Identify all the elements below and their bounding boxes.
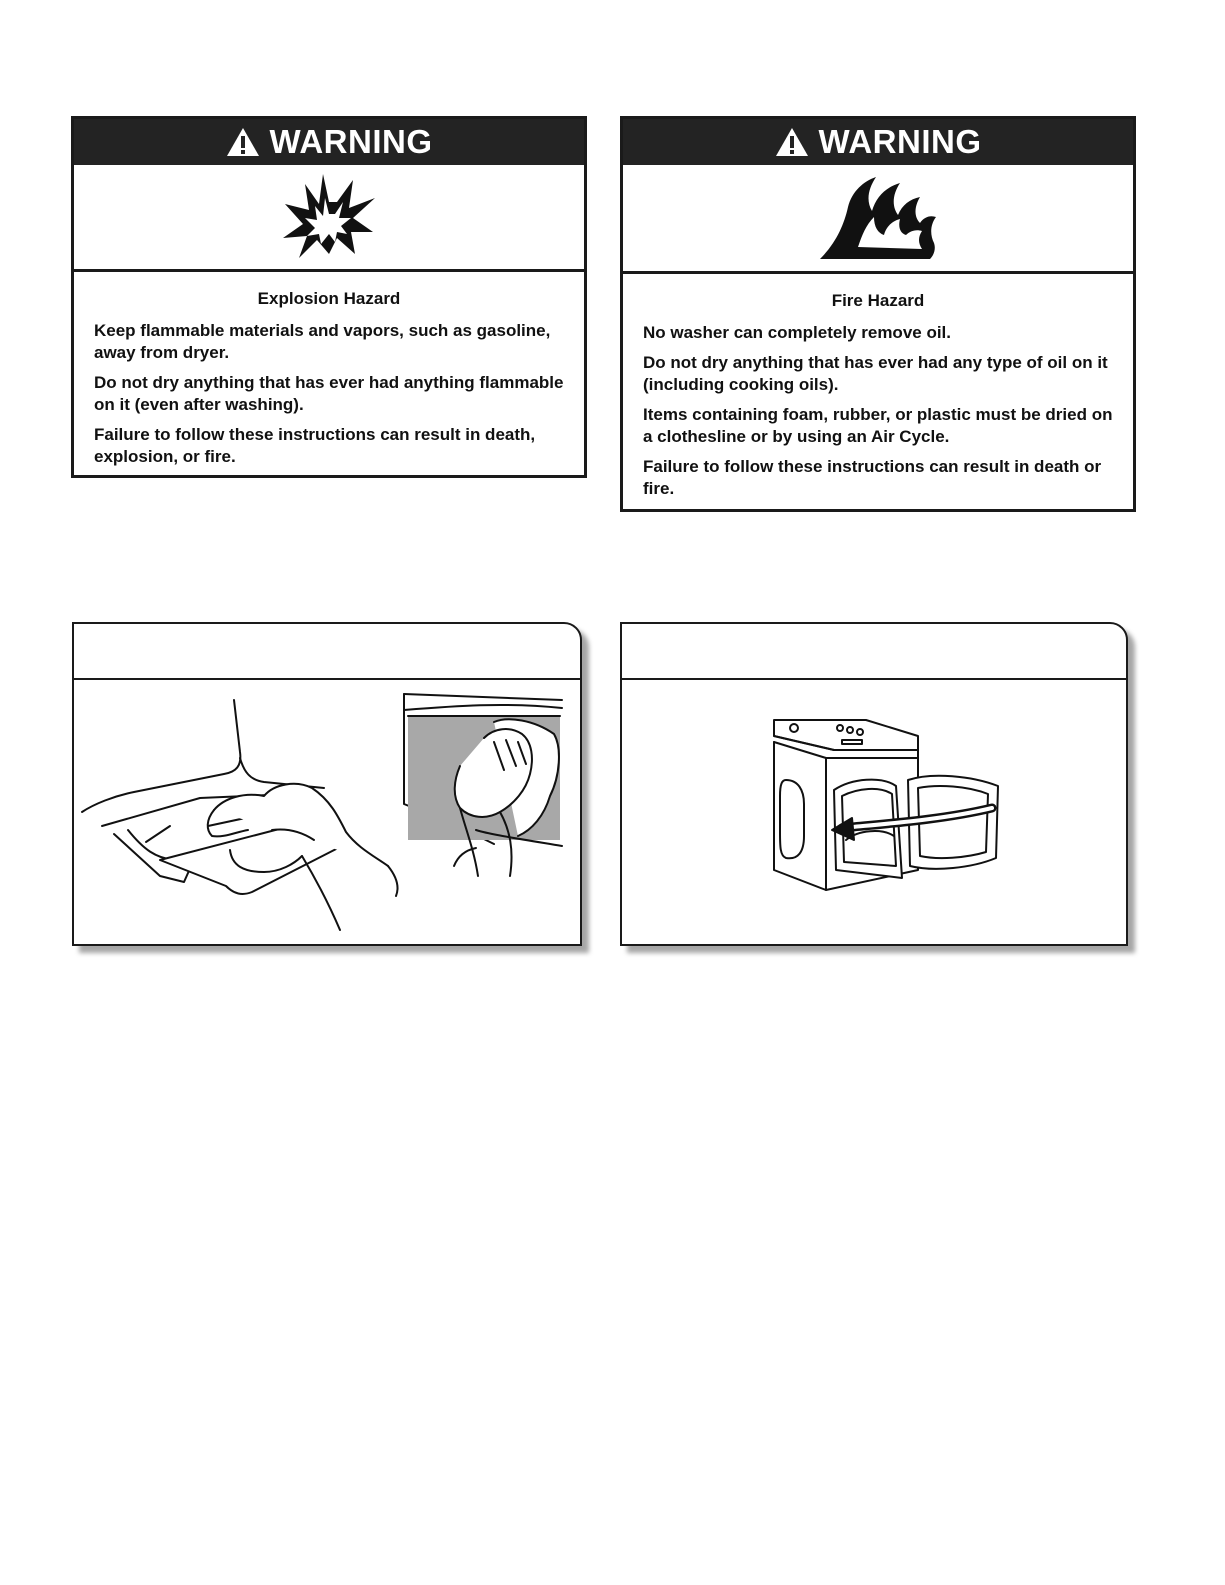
explosion-icon (279, 172, 379, 262)
panel-header (622, 624, 1126, 680)
warning-header (74, 119, 584, 165)
warning-symbol-area (74, 165, 584, 272)
warning-paragraph: Failure to follow these instructions can result in death or fire. (643, 457, 1102, 498)
lint-screen-cleaning-illustration (74, 680, 580, 944)
panel-header (74, 624, 580, 680)
warning-header-text: WARNING (818, 123, 982, 160)
warning-paragraph: Do not dry anything that has ever had any type of oil on it (including cooking oils). (643, 353, 1108, 394)
warning-symbol-area (623, 165, 1133, 274)
warning-triangle-icon (226, 127, 260, 157)
warning-paragraph: No washer can completely remove oil. (643, 323, 952, 342)
fire-icon (818, 173, 938, 263)
warning-box-explosion (71, 116, 587, 478)
dryer-loading-illustration (622, 680, 1126, 944)
warning-paragraph: Keep flammable materials and vapors, such as gasoline, away from dryer. (94, 321, 551, 362)
warning-paragraph: Items containing foam, rubber, or plastic must be dried on a clothesline or by using an Air Cycle. (643, 405, 1113, 446)
warning-paragraph: Failure to follow these instructions can result in death, explosion, or fire. (94, 425, 536, 466)
hazard-title: Fire Hazard (831, 291, 925, 310)
illustration-panel-dryer-loading (620, 622, 1128, 946)
warning-box-fire (620, 116, 1136, 512)
hazard-title: Explosion Hazard (257, 289, 401, 308)
warning-body (74, 272, 584, 482)
warning-triangle-icon (775, 127, 809, 157)
warning-header (623, 119, 1133, 165)
warning-body (623, 274, 1133, 514)
warning-header-text: WARNING (269, 123, 433, 160)
illustration-panel-lint-screen (72, 622, 582, 946)
warning-paragraph: Do not dry anything that has ever had anything flammable on it (even after washing). (94, 373, 564, 414)
